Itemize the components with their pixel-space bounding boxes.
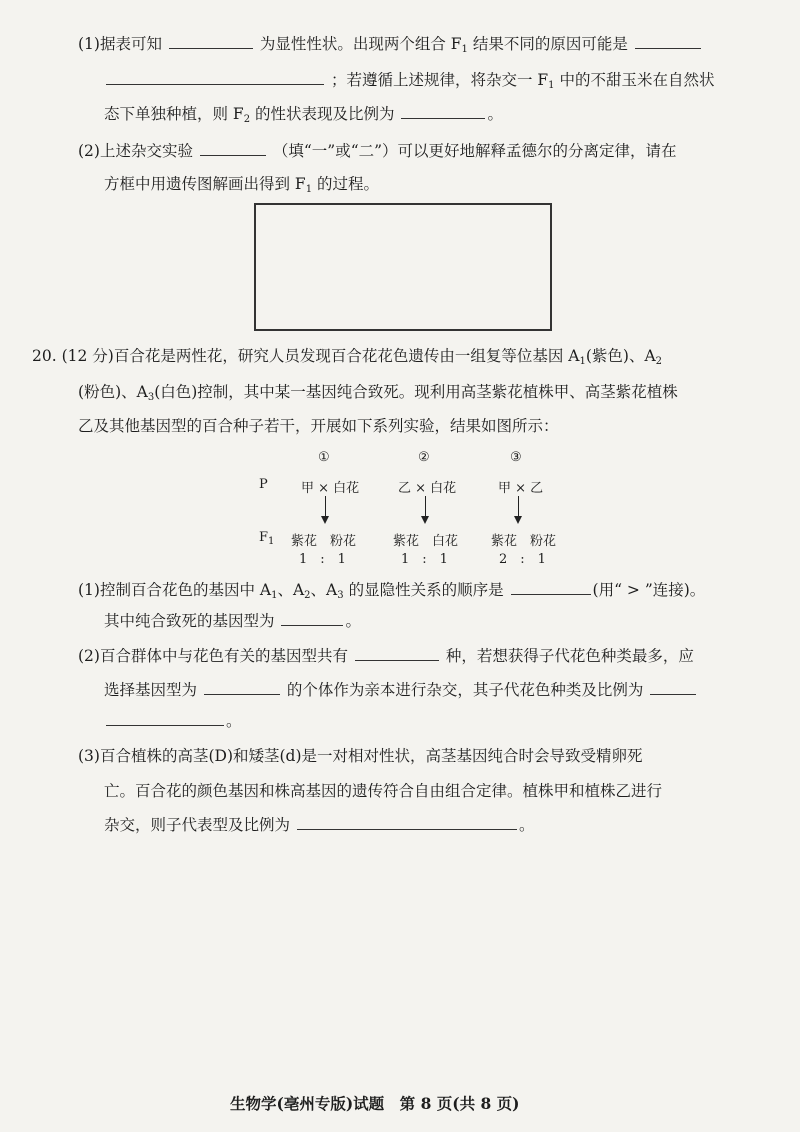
p-generation-label: P: [259, 477, 268, 492]
q20-part2-line3: 。: [104, 710, 242, 732]
q20-part3-line3: 杂交，则子代表型及比例为 。: [104, 816, 535, 834]
cross-parents-3: 甲 × 乙: [498, 481, 544, 496]
q20-part2-line1: (2)百合群体中与花色有关的基因型共有 种，若想获得子代花色种类最多，应: [78, 647, 694, 665]
q20-intro-line2-text: (粉色)、$A_3$(白色)控制，其中某一基因纯合致死。现利用高茎紫花植株甲、高茎紫花植株: [78, 383, 678, 403]
cross-ratio-2: 1 : 1: [401, 552, 448, 567]
q19-part1-line2: ；若遵循上述规律，将杂交一 $F_1$ 中的不甜玉米在自然状: [104, 69, 714, 91]
q20-part1-line1: (1)控制百合花色的基因中 $A_1$、$A_2$、$A_3$ 的显隐性关系的顺序是 (用“ > ”连接)。: [78, 581, 706, 601]
cross-label-2: ②: [418, 450, 430, 465]
q20-part3-line2: 亡。百合花的颜色基因和株高基因的遗传符合自由组合定律。植株甲和植株乙进行: [104, 782, 663, 800]
q20-intro-line1: 20. (12 分)百合花是两性花，研究人员发现百合花花色遗传由一组复等位基因 $A_1$(紫色)、$A_2$: [32, 347, 663, 367]
answer-blank[interactable]: [281, 610, 343, 626]
cross-ratio-3: 2 : 1: [499, 552, 546, 567]
q20-intro-line3: 乙及其他基因型的百合种子若干，开展如下系列实验，结果如图所示：: [78, 417, 559, 435]
cross-label-1: ①: [318, 450, 330, 465]
q20-part3-line1: (3)百合植株的高茎(D)和矮茎(d)是一对相对性状，高茎基因纯合时会导致受精卵死: [78, 747, 643, 765]
cross-label-3: ③: [510, 450, 522, 465]
answer-blank[interactable]: [297, 814, 517, 830]
answer-blank[interactable]: [650, 679, 696, 695]
cross-offspring-3: 紫花 粉花: [491, 534, 557, 549]
answer-blank[interactable]: [200, 140, 266, 156]
q20-part2-line2: 选择基因型为 的个体作为亲本进行杂交，其子代花色种类及比例为: [104, 679, 698, 701]
answer-blank[interactable]: [204, 679, 280, 695]
answer-blank[interactable]: [635, 33, 701, 49]
cross-offspring-2: 紫花 白花: [393, 534, 459, 549]
cross-parents-1: 甲 × 白花: [301, 481, 360, 496]
cross-offspring-1: 紫花 粉花: [291, 534, 357, 549]
answer-blank[interactable]: [401, 103, 485, 119]
answer-blank[interactable]: [511, 579, 591, 595]
f1-generation-label: $F_1$: [259, 530, 275, 547]
q19-part2-line1: (2)上述杂交实验 （填“一”或“二”）可以更好地解释孟德尔的分离定律，请在: [78, 142, 677, 160]
q19-part1-line1: (1)据表可知 为显性性状。出现两个组合 $F_1$ 结果不同的原因可能是: [78, 33, 703, 55]
answer-blank[interactable]: [169, 33, 253, 49]
answer-box[interactable]: [254, 203, 552, 331]
q20-part1-line2: 其中纯合致死的基因型为 。: [104, 612, 361, 630]
q19-part2-line2: 方框中用遗传图解画出得到 $F_1$ 的过程。: [104, 175, 380, 195]
answer-blank[interactable]: [106, 69, 324, 85]
q19-part1-line3: 态下单独种植，则 $F_2$ 的性状表现及比例为 。: [104, 105, 503, 125]
cross-ratio-1: 1 : 1: [299, 552, 346, 567]
answer-blank[interactable]: [106, 710, 224, 726]
page-footer: 生物学(亳州专版)试题 第 8 页(共 8 页): [230, 1094, 520, 1113]
cross-parents-2: 乙 × 白花: [398, 481, 457, 496]
answer-blank[interactable]: [355, 645, 439, 661]
